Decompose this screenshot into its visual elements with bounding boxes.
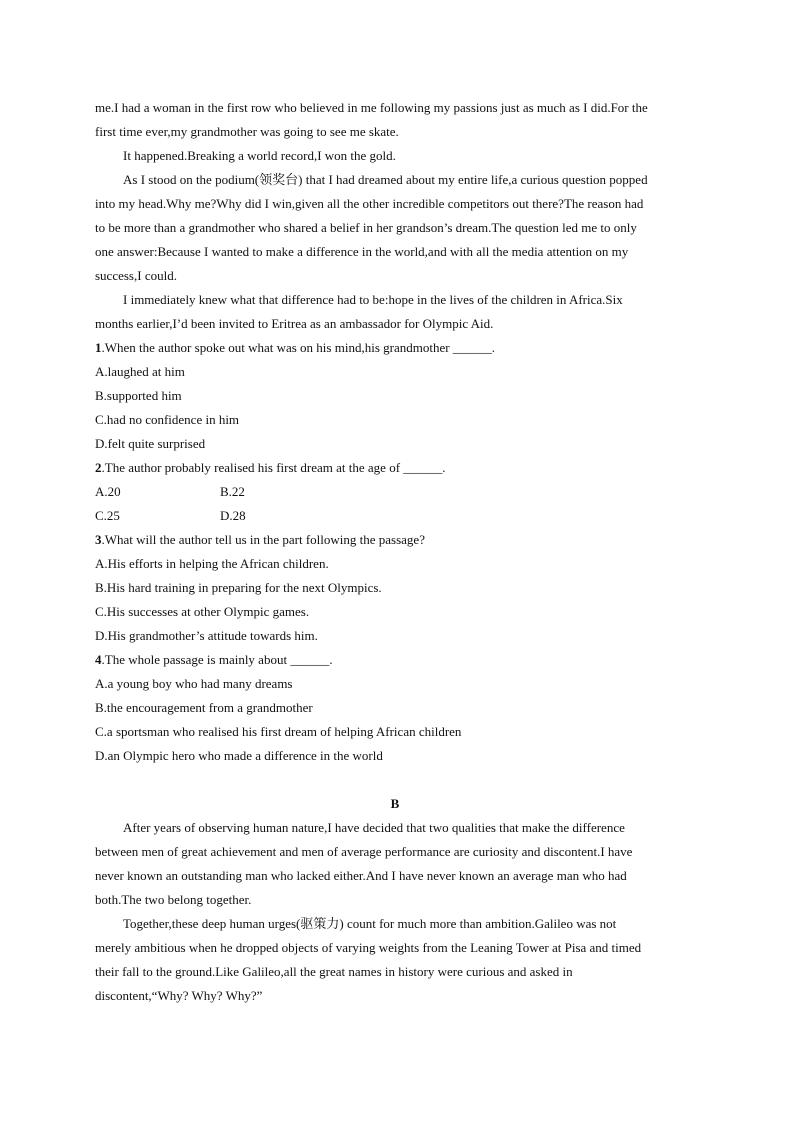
question-text: .When the author spoke out what was on his mind,his grandmother ______.	[101, 340, 496, 355]
paragraph-line: After years of observing human nature,I have decided that two qualities that make the difference	[123, 820, 625, 835]
passage-b-paragraph	[95, 816, 695, 912]
option-a: A.His efforts in helping the African children.	[95, 556, 329, 571]
option-d: D.28	[220, 508, 246, 523]
paragraph-line: to be more than a grandmother who shared a belief in her grandson’s dream.The question led me to only	[95, 220, 637, 235]
question-stem	[95, 456, 695, 480]
paragraph-line: discontent,“Why? Why? Why?”	[95, 988, 263, 1003]
passage-a-paragraph	[95, 288, 695, 336]
paragraph-line: It happened.Breaking a world record,I won the gold.	[123, 148, 396, 163]
option-d: D.an Olympic hero who made a difference in the world	[95, 748, 383, 763]
option-c: C.25	[95, 508, 120, 523]
paragraph-line: success,I could.	[95, 268, 177, 283]
option-a: A.laughed at him	[95, 364, 185, 379]
document-content	[95, 96, 695, 1008]
paragraph-line: both.The two belong together.	[95, 892, 252, 907]
option-b: B.His hard training in preparing for the next Olympics.	[95, 580, 382, 595]
option-b: B.22	[220, 484, 245, 499]
paragraph-line: into my head.Why me?Why did I win,given all the other incredible competitors out there?The reason had	[95, 196, 644, 211]
question-stem	[95, 528, 695, 552]
question-stem	[95, 648, 695, 672]
paragraph-line: months earlier,I’d been invited to Eritrea as an ambassador for Olympic Aid.	[95, 316, 494, 331]
question-number: 1	[95, 340, 102, 355]
paragraph-line: never known an outstanding man who lacked either.And I have never known an average man who had	[95, 868, 627, 883]
option-c: C.His successes at other Olympic games.	[95, 604, 310, 619]
question-1	[95, 336, 695, 456]
question-text: .The whole passage is mainly about ______.	[101, 652, 333, 667]
option-d: D.His grandmother’s attitude towards him.	[95, 628, 318, 643]
option-a: A.a young boy who had many dreams	[95, 676, 293, 691]
paragraph-line: I immediately knew what that difference had to be:hope in the lives of the children in Africa.Six	[123, 292, 623, 307]
passage-b-paragraph	[95, 912, 695, 1008]
passage-a-line: first time ever,my grandmother was going to see me skate.	[95, 124, 399, 139]
question-3	[95, 528, 695, 648]
option-c: C.a sportsman who realised his first dream of helping African children	[95, 724, 462, 739]
question-text: .The author probably realised his first dream at the age of ______.	[101, 460, 446, 475]
option-a: A.20	[95, 484, 121, 499]
question-number: 2	[95, 460, 102, 475]
option-row	[95, 504, 695, 528]
question-stem	[95, 336, 695, 360]
question-number: 4	[95, 652, 102, 667]
paragraph-line: between men of great achievement and men of average performance are curiosity and discontent.I have	[95, 844, 633, 859]
question-4	[95, 648, 695, 768]
section-title: B	[390, 796, 400, 811]
option-row	[95, 480, 695, 504]
option-b: B.the encouragement from a grandmother	[95, 700, 313, 715]
question-2	[95, 456, 695, 528]
paragraph-line: Together,these deep human urges(驱策力) count for much more than ambition.Galileo was not	[123, 916, 617, 931]
passage-a-paragraph	[95, 168, 695, 288]
paragraph-line: As I stood on the podium(领奖台) that I had dreamed about my entire life,a curious question popped	[123, 172, 648, 187]
paragraph-line: their fall to the ground.Like Galileo,all the great names in history were curious and asked in	[95, 964, 573, 979]
option-c: C.had no confidence in him	[95, 412, 240, 427]
passage-a-line: me.I had a woman in the first row who believed in me following my passions just as much as I did.For the	[95, 100, 648, 115]
question-text: .What will the author tell us in the part following the passage?	[101, 532, 425, 547]
passage-b	[95, 792, 695, 1008]
paragraph-line: one answer:Because I wanted to make a difference in the world,and with all the media attention on my	[95, 244, 629, 259]
paragraph-line: merely ambitious when he dropped objects of varying weights from the Leaning Tower at Pisa and timed	[95, 940, 642, 955]
option-d: D.felt quite surprised	[95, 436, 206, 451]
question-number: 3	[95, 532, 102, 547]
option-b: B.supported him	[95, 388, 182, 403]
passage-a-paragraph	[95, 144, 695, 168]
passage-a	[95, 96, 695, 336]
